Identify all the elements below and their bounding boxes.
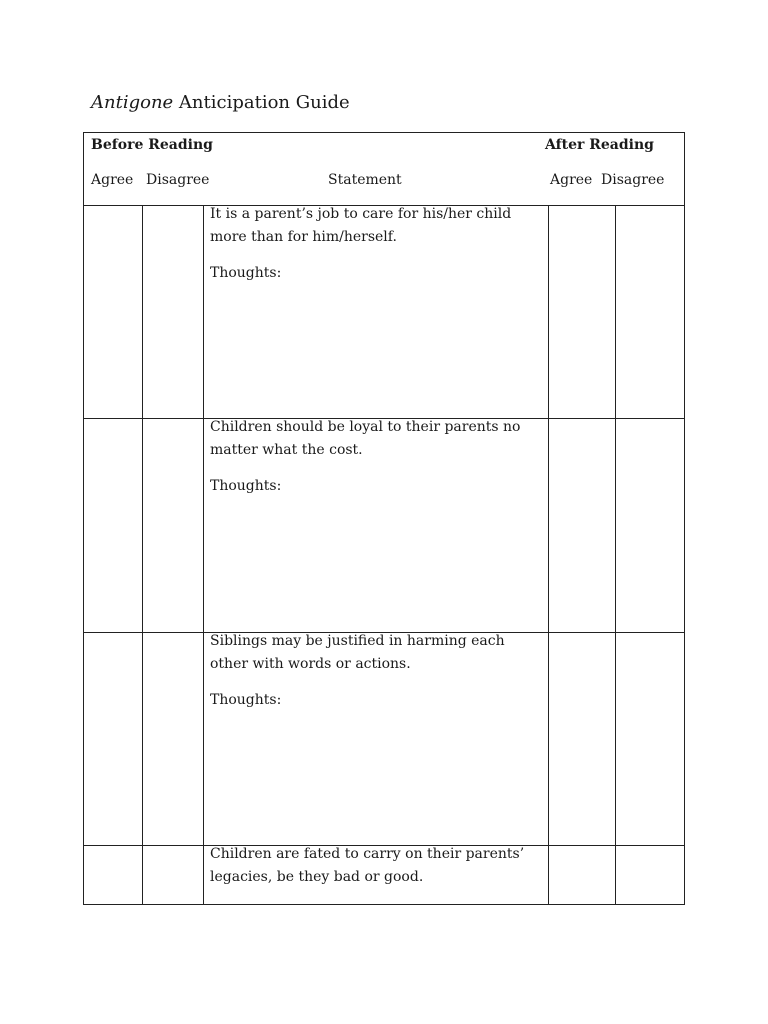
statement-text: Siblings may be justified in harming each other with words or actions.	[210, 633, 505, 672]
row-3-before-disagree-cell[interactable]	[143, 633, 203, 845]
title-rest: Anticipation Guide	[173, 92, 350, 113]
statement-text: It is a parent’s job to care for his/her child more than for him/herself.	[210, 206, 512, 245]
row-3-after-disagree-cell[interactable]	[616, 633, 684, 845]
title-italic: Antigone	[91, 92, 174, 113]
statement-text: Children should be loyal to their parents no matter what the cost.	[210, 419, 521, 458]
row-3-before-agree-cell[interactable]	[84, 633, 142, 845]
statement-cell	[210, 203, 546, 285]
statement-header: Statement	[328, 172, 402, 188]
row-4-before-disagree-cell[interactable]	[143, 846, 203, 904]
row-3-after-agree-cell[interactable]	[549, 633, 615, 845]
row-4-before-agree-cell[interactable]	[84, 846, 142, 904]
row-2-after-agree-cell[interactable]	[549, 419, 615, 632]
statement-text: Children are fated to carry on their parents’ legacies, be they bad or good.	[210, 846, 525, 885]
page-title	[91, 91, 350, 115]
after-agree-header: Agree	[550, 172, 593, 188]
after-disagree-header: Disagree	[601, 172, 665, 188]
row-1-after-disagree-cell[interactable]	[616, 206, 684, 418]
before-agree-header: Agree	[91, 172, 134, 188]
row-1-after-agree-cell[interactable]	[549, 206, 615, 418]
row-4-after-disagree-cell[interactable]	[616, 846, 684, 904]
row-1-before-disagree-cell[interactable]	[143, 206, 203, 418]
thoughts-label: Thoughts:	[210, 265, 282, 281]
row-2-after-disagree-cell[interactable]	[616, 419, 684, 632]
before-reading-header: Before Reading	[91, 137, 213, 153]
thoughts-label: Thoughts:	[210, 478, 282, 494]
anticipation-guide-table	[83, 132, 685, 905]
column-divider	[203, 206, 204, 904]
statement-cell	[210, 843, 546, 889]
before-disagree-header: Disagree	[146, 172, 210, 188]
statement-cell	[210, 630, 546, 712]
thoughts-label: Thoughts:	[210, 692, 282, 708]
after-reading-header: After Reading	[545, 137, 654, 153]
row-2-before-disagree-cell[interactable]	[143, 419, 203, 632]
statement-cell	[210, 416, 546, 498]
row-2-before-agree-cell[interactable]	[84, 419, 142, 632]
row-4-after-agree-cell[interactable]	[549, 846, 615, 904]
row-1-before-agree-cell[interactable]	[84, 206, 142, 418]
